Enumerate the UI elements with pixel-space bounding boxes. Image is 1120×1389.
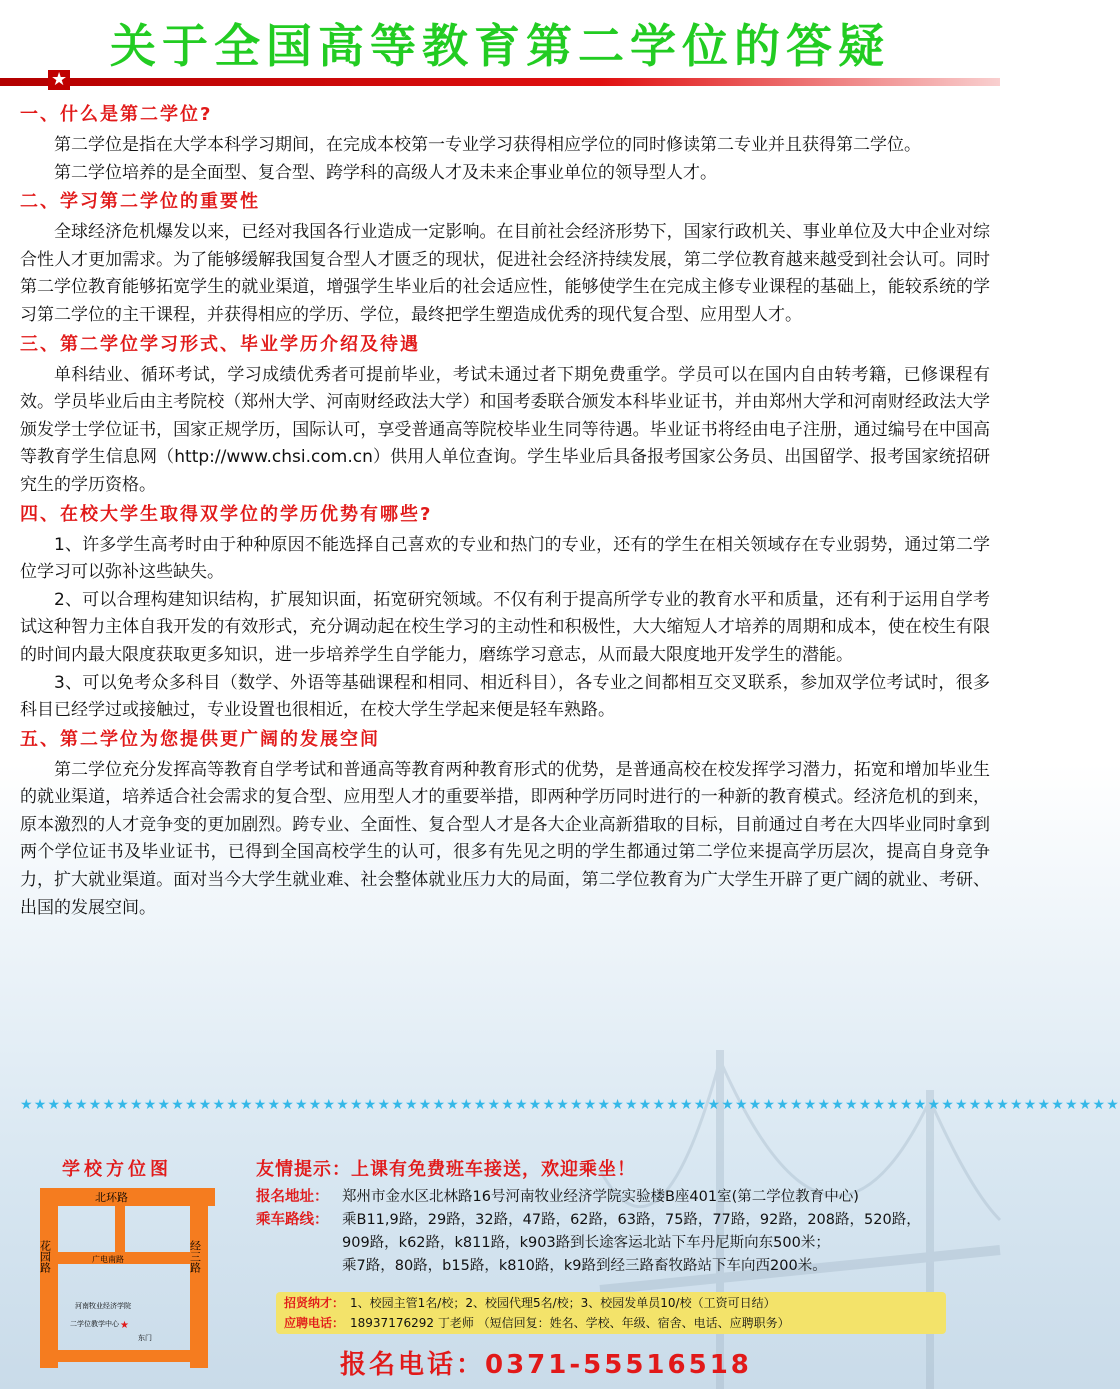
map-place-gate: 东门	[138, 1334, 152, 1342]
section-heading: 三、第二学位学习形式、毕业学历介绍及待遇	[20, 333, 420, 355]
star-divider: ★★★★★★★★★★★★★★★★★★★★★★★★★★★★★★★★★★★★★★★★★★★★★★★★★★★★★★★★★★★★★★★★★★★★★★★★★★★★★★★★	[20, 1097, 1120, 1113]
bus-line: 乘B11,9路，29路，32路，47路，62路，63路，75路，77路，92路，208路，520路，	[342, 1212, 921, 1228]
bus-line: 乘7路，80路，b15路，k810路，k9路到经三路畜牧路站下车向西200米。	[342, 1258, 827, 1274]
address-value: 郑州市金水区北林路16号河南牧业经济学院实验楼B座401室(第二学位教育中心)	[342, 1189, 859, 1205]
paragraph: 全球经济危机爆发以来，已经对我国各行业造成一定影响。在目前社会经济形势下，国家行政机关、事业单位及大中企业对综合性人才更加需求。为了能够缓解我国复合型人才匮乏的现状，促进社会经济持续发展，第二学位教育越来越受到社会认可。同时第二学位教育能够拓宽学生的就业渠道，增强学生毕业后的社会适应性，能够使学生在完成主修专业课程的基础上，能较系统的学习第二学位的主干课程，并获得相应的学历、学位，最终把学生塑造成优秀的现代复合型、应用型人才。	[20, 222, 990, 325]
map-road-west: 花园路	[38, 1240, 52, 1273]
paragraph: 2、可以合理构建知识结构，扩展知识面，拓宽研究领域。不仅有利于提高所学专业的教育水平和质量，还有利于运用自学考试这种智力主体自我开发的有效形式，充分调动起在校生学习的主动性和积极性，大大缩短人才培养的周期和成本，使在校生有限的时间内最大限度获取更多知识，进一步培养学生自学能力，磨练学习意志，从而最大限度地开发学生的潜能。	[20, 589, 990, 665]
paragraph: 第二学位充分发挥高等教育自学考试和普通高等教育两种教育形式的优势，是普通高校在校发挥学习潜力，拓宽和增加毕业生的就业渠道，培养适合社会需求的复合型、应用型人才的重要举措，即两种学历同时进行的一种新的教育模式。经济危机的到来，原本激烈的人才竞争变的更加剧烈。跨专业、全面性、复合型人才是各大企业高新猎取的目标，目前通过自考在大四毕业同时拿到两个学位证书及毕业证书，已得到全国高校学生的认可，很多有先见之明的学生都通过第二学位来提高学历层次，提高自身竞争力，扩大就业渠道。面对当今大学生就业难、社会整体就业压力大的局面，第二学位教育为广大学生开辟了更广阔的就业、考研、出国的发展空间。	[20, 759, 990, 918]
section-heading: 四、在校大学生取得双学位的学历优势有哪些?	[20, 503, 433, 525]
map-place-center: 二学位教学中心	[70, 1320, 119, 1328]
map-road-east: 经三路	[188, 1240, 202, 1273]
paragraph: 3、可以免考众多科目（数学、外语等基础课程和相同、相近科目），各专业之间都相互交叉联系，参加双学位考试时，很多科目已经学过或接触过，专业设置也很相近，在校大学生学起来便是轻车熟路。	[20, 672, 990, 721]
page-title: 关于全国高等教育第二学位的答疑	[110, 19, 890, 73]
paragraph: 单科结业、循环考试，学习成绩优秀者可提前毕业，考试未通过者下期免费重学。学员可以在国内自由转考籍，已修课程有效。学员毕业后由主考院校（郑州大学、河南财经政法大学）和国考委联合颁发本科毕业证书，并由郑州大学和河南财经政法大学颁发学士学位证书，国家正规学历，国际认可，享受普通高等院校毕业生同等待遇。毕业证书将经由电子注册，通过编号在中国高等教育学生信息网（http://www.chsi.com.cn）供用人单位查询。学生毕业后具备报考国家公务员、出国留学、报考国家统招研究生的学历资格。	[20, 364, 990, 495]
map-road-north: 北环路	[95, 1191, 128, 1204]
address-label: 报名地址：	[256, 1189, 329, 1205]
contact-info	[256, 1186, 921, 1278]
hire-value: 18937176292 丁老师 （短信回复：姓名、学校、年级、宿舍、电话、应聘职务）	[350, 1316, 790, 1330]
section-heading: 一、什么是第二学位?	[20, 104, 213, 125]
recruit-row	[284, 1293, 938, 1313]
signup-phone: 报名电话：0371-55516518	[340, 1350, 752, 1380]
location-star-icon: ★	[120, 1320, 129, 1331]
recruit-box	[276, 1292, 946, 1334]
section-heading: 二、学习第二学位的重要性	[20, 191, 260, 213]
paragraph: 第二学位是指在大学本科学习期间，在完成本校第一专业学习获得相应学位的同时修读第二专业并且获得第二学位。	[54, 135, 921, 155]
campus-map	[20, 1180, 230, 1375]
paragraph: 1、许多学生高考时由于种种原因不能选择自己喜欢的专业和热门的专业，还有的学生在相关领域存在专业弱势，通过第二学位学习可以弥补这些缺失。	[20, 534, 990, 583]
address-row	[256, 1186, 921, 1209]
section-5	[20, 727, 990, 923]
map-place-school: 河南牧业经济学院	[75, 1302, 131, 1310]
section-1	[20, 102, 990, 187]
section-2	[20, 189, 990, 329]
map-title: 学校方位图	[62, 1159, 172, 1180]
recruit-value: 1、校园主管1名/校；2、校园代理5名/校；3、校园发单员10/校（工资可日结）	[350, 1296, 776, 1310]
hire-label: 应聘电话：	[284, 1316, 345, 1330]
bus-row	[256, 1209, 921, 1232]
recruit-label: 招贤纳才：	[284, 1296, 345, 1310]
main-content	[20, 100, 990, 922]
bus-line: 909路，k62路，k811路，k903路到长途客运北站下车丹尼斯向东500米；	[342, 1235, 830, 1251]
map-road-mid: 广电南路	[92, 1255, 124, 1264]
section-3	[20, 332, 990, 500]
tip-text: 友情提示：上课有免费班车接送，欢迎乘坐！	[256, 1159, 636, 1180]
section-4	[20, 502, 990, 725]
bus-label: 乘车路线：	[256, 1212, 329, 1228]
paragraph: 第二学位培养的是全面型、复合型、跨学科的高级人才及未来企事业单位的领导型人才。	[54, 162, 717, 183]
section-heading: 五、第二学位为您提供更广阔的发展空间	[20, 728, 380, 750]
hire-row	[284, 1313, 938, 1333]
red-divider	[0, 69, 1000, 90]
star-icon: ★	[48, 70, 70, 90]
